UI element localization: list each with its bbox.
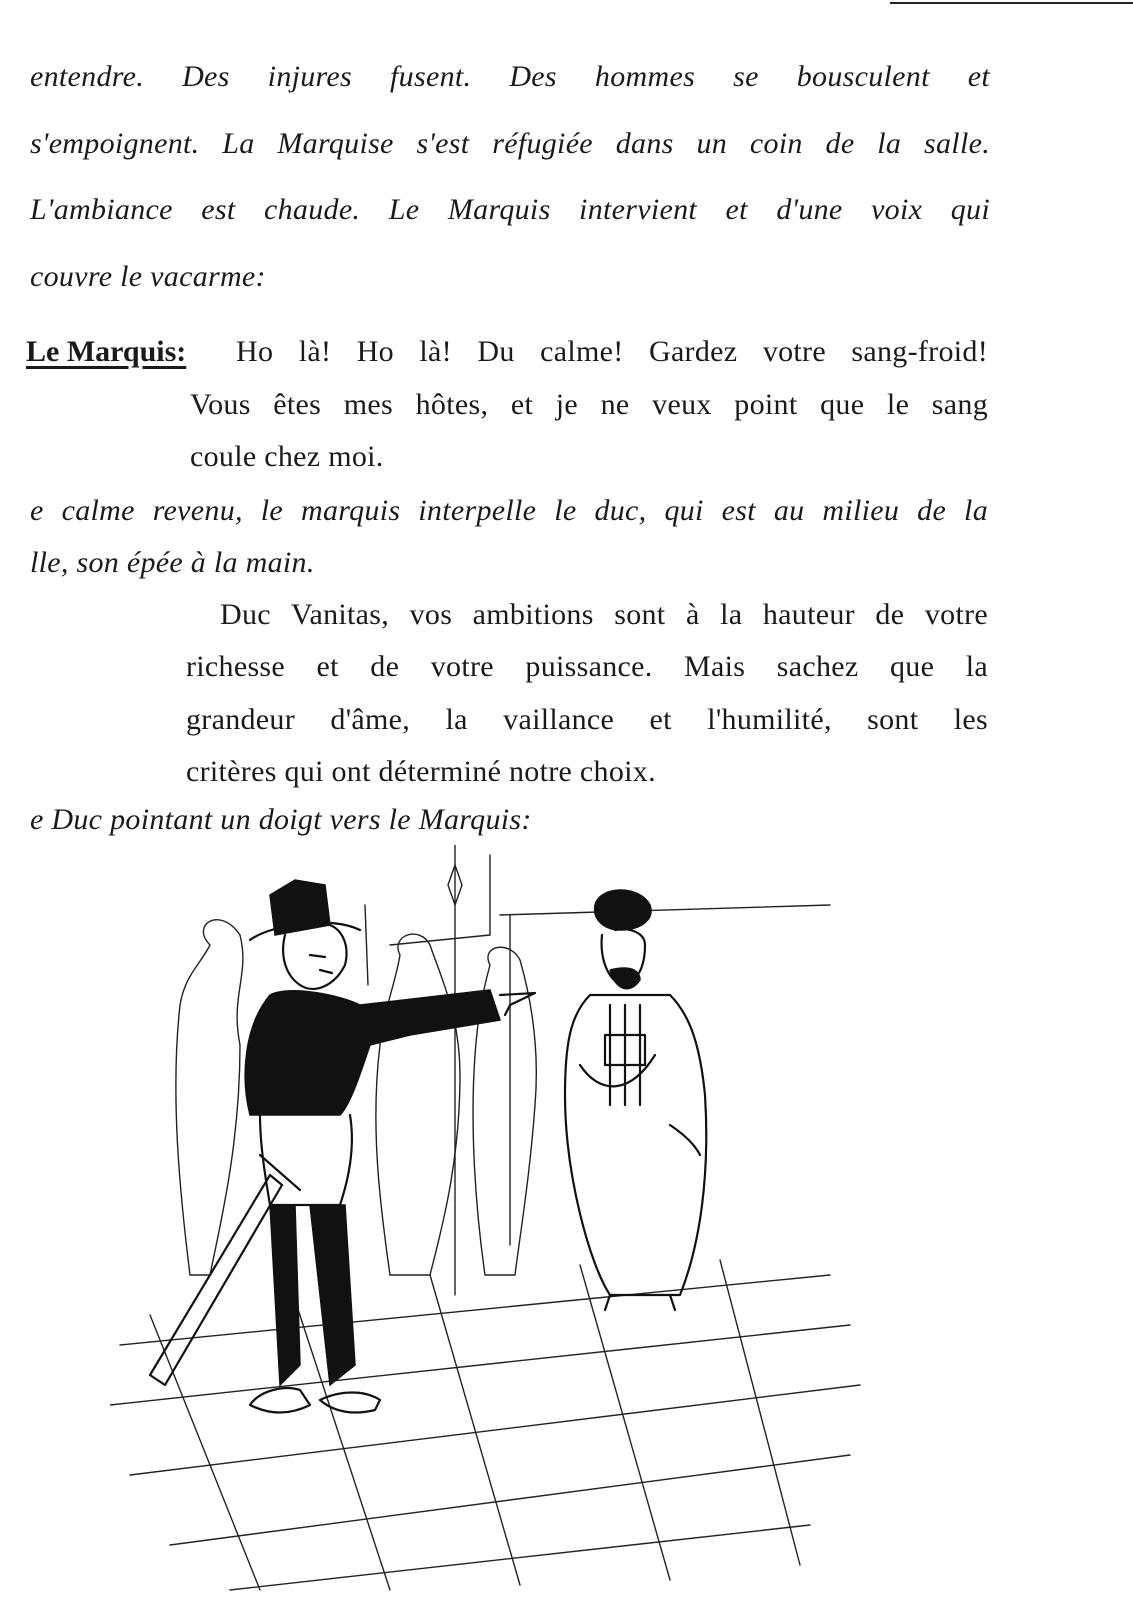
intro-line-3: L'ambiance est chaude. Le Marquis intervient et d'une voix qui — [30, 193, 990, 226]
marquis-speech-2-line-3: grandeur d'âme, la vaillance et l'humilité, sont les — [186, 703, 988, 736]
marquis-speech-2-line-2: richesse et de votre puissance. Mais sachez que la — [186, 650, 988, 683]
marquis-speech-1-line-2: Vous êtes mes hôtes, et je ne veux point que le sang — [190, 388, 988, 421]
stage-direction-1-line-1: e calme revenu, le marquis interpelle le duc, qui est au milieu de la — [30, 494, 988, 527]
marquis-speech-1-line-1: Ho là! Ho là! Du calme! Gardez votre sang-froid! — [236, 335, 988, 368]
marquis-speech-2-line-4: critères qui ont déterminé notre choix. — [186, 755, 656, 788]
illustration-drawing — [110, 845, 870, 1605]
stage-direction-1-line-2: lle, son épée à la main. — [30, 546, 315, 579]
duke-figure — [150, 880, 535, 1413]
top-rule — [890, 2, 1133, 4]
floor-grid — [110, 1260, 860, 1590]
marquis-figure — [565, 890, 706, 1310]
marquis-speech-2-line-1: Duc Vanitas, vos ambitions sont à la hauteur de votre — [220, 598, 988, 631]
stage-direction-2: e Duc pointant un doigt vers le Marquis: — [30, 803, 532, 836]
intro-line-2: s'empoignent. La Marquise s'est réfugiée dans un coin de la salle. — [30, 127, 990, 160]
intro-line-1: entendre. Des injures fusent. Des hommes se bousculent et — [30, 60, 990, 93]
marquis-speech-1-line-3: coule chez moi. — [190, 440, 384, 473]
intro-line-4: couvre le vacarme: — [30, 260, 266, 293]
duke-pointing-illustration — [110, 845, 870, 1605]
speaker-label: Le Marquis: — [26, 335, 187, 368]
